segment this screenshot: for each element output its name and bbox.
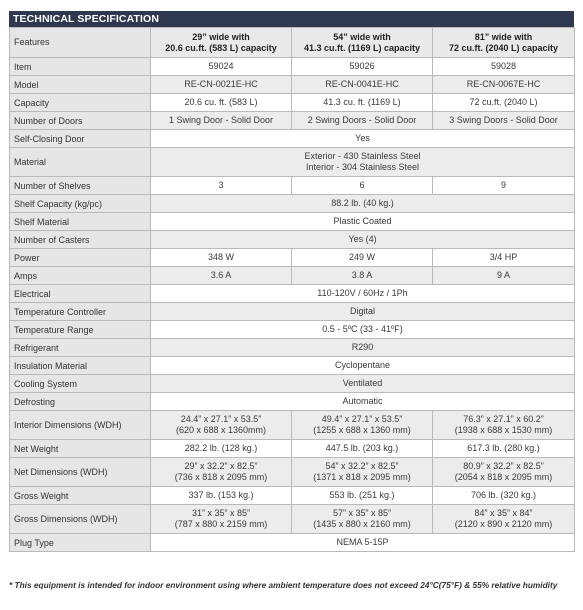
column-header-line1: 54” wide with — [333, 31, 391, 42]
row-value: 54” x 32.2” x 82.5” (1371 x 818 x 2095 mm) — [292, 458, 433, 487]
row-label: Shelf Material — [10, 213, 151, 231]
row-value: 553 lb. (251 kg.) — [292, 487, 433, 505]
row-value: Yes — [151, 130, 575, 148]
features-header: Features — [10, 28, 151, 58]
column-header-line1: 29” wide with — [192, 31, 250, 42]
row-value: 59026 — [292, 58, 433, 76]
column-header-54 — [292, 28, 433, 58]
table-row — [10, 267, 575, 285]
row-value: NEMA 5-15P — [151, 534, 575, 552]
table-row — [10, 303, 575, 321]
row-label: Power — [10, 249, 151, 267]
row-label: Self-Closing Door — [10, 130, 151, 148]
row-label: Material — [10, 148, 151, 177]
row-value: 337 lb. (153 kg.) — [151, 487, 292, 505]
row-value: 2 Swing Doors - Solid Door — [292, 112, 433, 130]
table-row — [10, 58, 575, 76]
row-value: 80.9” x 32.2” x 82.5” (2054 x 818 x 2095 mm) — [433, 458, 575, 487]
spec-table — [9, 27, 575, 552]
table-row — [10, 177, 575, 195]
table-row — [10, 375, 575, 393]
column-header-line2: 72 cu.ft. (2040 L) capacity — [448, 42, 559, 53]
table-row — [10, 148, 575, 177]
row-value: 84” x 35” x 84” (2120 x 890 x 2120 mm) — [433, 505, 575, 534]
row-value: 24.4” x 27.1” x 53.5” (620 x 688 x 1360mm) — [151, 411, 292, 440]
row-label: Amps — [10, 267, 151, 285]
table-row — [10, 357, 575, 375]
row-value: 706 lb. (320 kg.) — [433, 487, 575, 505]
column-header-line2: 20.6 cu.ft. (583 L) capacity — [165, 42, 277, 53]
table-row — [10, 231, 575, 249]
table-row — [10, 321, 575, 339]
row-value: 3/4 HP — [433, 249, 575, 267]
row-value: Yes (4) — [151, 231, 575, 249]
spec-sheet — [9, 11, 574, 552]
row-value: 0.5 - 5ºC (33 - 41ºF) — [151, 321, 575, 339]
row-value: 72 cu.ft. (2040 L) — [433, 94, 575, 112]
row-label: Number of Casters — [10, 231, 151, 249]
table-row — [10, 487, 575, 505]
row-value: RE-CN-0041E-HC — [292, 76, 433, 94]
row-value: 110-120V / 60Hz / 1Ph — [151, 285, 575, 303]
row-label: Gross Dimensions (WDH) — [10, 505, 151, 534]
row-label: Cooling System — [10, 375, 151, 393]
row-label: Gross Weight — [10, 487, 151, 505]
row-value: 57” x 35” x 85” (1435 x 880 x 2160 mm) — [292, 505, 433, 534]
table-row — [10, 213, 575, 231]
spec-table-body — [10, 58, 575, 552]
column-header-81 — [433, 28, 575, 58]
table-row — [10, 393, 575, 411]
row-value: 9 A — [433, 267, 575, 285]
row-value: 3 — [151, 177, 292, 195]
row-value: 6 — [292, 177, 433, 195]
row-value: Automatic — [151, 393, 575, 411]
row-value: Plastic Coated — [151, 213, 575, 231]
table-header-row — [10, 28, 575, 58]
row-value: Ventilated — [151, 375, 575, 393]
section-title: TECHNICAL SPECIFICATION — [9, 11, 574, 27]
table-row — [10, 94, 575, 112]
row-label: Net Weight — [10, 440, 151, 458]
row-label: Plug Type — [10, 534, 151, 552]
row-value: 447.5 lb. (203 kg.) — [292, 440, 433, 458]
row-value: RE-CN-0067E-HC — [433, 76, 575, 94]
row-value: 88.2 lb. (40 kg.) — [151, 195, 575, 213]
row-value: 9 — [433, 177, 575, 195]
row-value: Cyclopentane — [151, 357, 575, 375]
table-row — [10, 339, 575, 357]
row-value: RE-CN-0021E-HC — [151, 76, 292, 94]
row-label: Model — [10, 76, 151, 94]
row-value: 29” x 32.2” x 82.5” (736 x 818 x 2095 mm) — [151, 458, 292, 487]
row-value: 282.2 lb. (128 kg.) — [151, 440, 292, 458]
table-row — [10, 285, 575, 303]
row-label: Electrical — [10, 285, 151, 303]
row-value: Digital — [151, 303, 575, 321]
row-label: Item — [10, 58, 151, 76]
row-value: 59028 — [433, 58, 575, 76]
row-label: Number of Shelves — [10, 177, 151, 195]
row-value: 31” x 35” x 85” (787 x 880 x 2159 mm) — [151, 505, 292, 534]
table-row — [10, 411, 575, 440]
row-value: 20.6 cu. ft. (583 L) — [151, 94, 292, 112]
row-value: 3 Swing Doors - Solid Door — [433, 112, 575, 130]
row-value: 249 W — [292, 249, 433, 267]
table-row — [10, 130, 575, 148]
table-row — [10, 440, 575, 458]
column-header-line1: 81” wide with — [474, 31, 533, 42]
column-header-29 — [151, 28, 292, 58]
row-label: Capacity — [10, 94, 151, 112]
row-value: 49.4” x 27.1” x 53.5” (1255 x 688 x 1360 mm) — [292, 411, 433, 440]
row-value: 3.8 A — [292, 267, 433, 285]
table-row — [10, 505, 575, 534]
row-value: 617.3 lb. (280 kg.) — [433, 440, 575, 458]
row-label: Insulation Material — [10, 357, 151, 375]
table-row — [10, 112, 575, 130]
row-label: Temperature Range — [10, 321, 151, 339]
row-value: R290 — [151, 339, 575, 357]
table-row — [10, 458, 575, 487]
row-value: 3.6 A — [151, 267, 292, 285]
table-row — [10, 195, 575, 213]
row-label: Net Dimensions (WDH) — [10, 458, 151, 487]
row-value: 41.3 cu. ft. (1169 L) — [292, 94, 433, 112]
row-label: Defrosting — [10, 393, 151, 411]
table-row — [10, 76, 575, 94]
row-label: Interior Dimensions (WDH) — [10, 411, 151, 440]
row-value: 59024 — [151, 58, 292, 76]
row-label: Number of Doors — [10, 112, 151, 130]
column-header-line2: 41.3 cu.ft. (1169 L) capacity — [303, 42, 421, 53]
table-row — [10, 534, 575, 552]
table-row — [10, 249, 575, 267]
row-label: Refrigerant — [10, 339, 151, 357]
row-value: 76.3” x 27.1” x 60.2” (1938 x 688 x 1530 mm) — [433, 411, 575, 440]
footnote: * This equipment is intended for indoor environment using where ambient temperature does not exceed 24°C(75°F) & 55% relative humidity — [9, 580, 558, 590]
row-label: Shelf Capacity (kg/pc) — [10, 195, 151, 213]
row-value: 1 Swing Door - Solid Door — [151, 112, 292, 130]
row-value: Exterior - 430 Stainless Steel Interior - 304 Stainless Steel — [151, 148, 575, 177]
row-label: Temperature Controller — [10, 303, 151, 321]
row-value: 348 W — [151, 249, 292, 267]
